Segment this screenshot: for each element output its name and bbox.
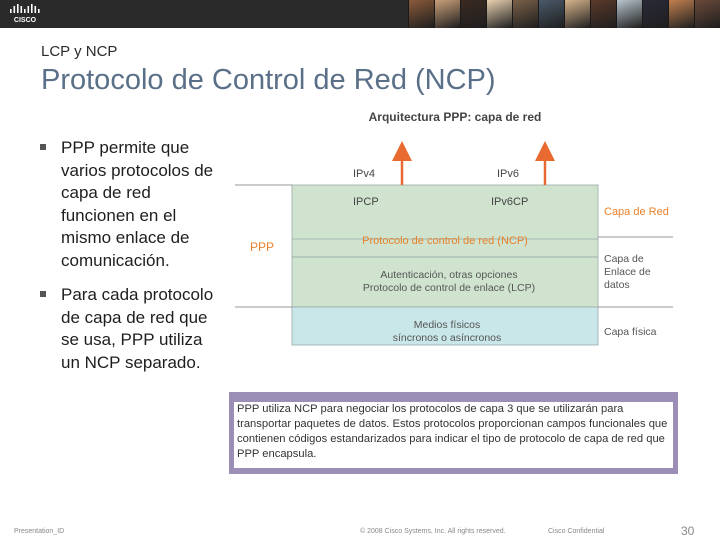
slide-subtitle: LCP y NCP <box>41 43 118 60</box>
page-number: 30 <box>681 524 695 538</box>
top-banner <box>0 0 720 28</box>
physical-line-2: síncronos o asíncronos <box>392 332 502 344</box>
banner-photo <box>408 0 434 28</box>
ipv6-label: IPv6 <box>497 168 520 180</box>
physical-layer-label: Capa física <box>604 326 657 338</box>
bullet-text: PPP permite que varios protocolos de capa de red funcionen en el mismo enlace de comunicación. <box>61 138 214 270</box>
diagram-title: Arquitectura PPP: capa de red <box>368 110 542 124</box>
cisco-logo-text: CISCO <box>13 17 37 24</box>
ppp-architecture-diagram <box>225 105 720 350</box>
footer-copyright: © 2008 Cisco Systems, Inc. All rights reserved. <box>360 528 506 535</box>
banner-photo <box>538 0 564 28</box>
banner-photo <box>642 0 668 28</box>
network-layer-label: Capa de Red <box>604 206 669 218</box>
ipv4-label: IPv4 <box>353 168 376 180</box>
link-layer-label-3: datos <box>604 279 630 291</box>
lcp-line-2: Protocolo de control de enlace (LCP) <box>362 282 536 294</box>
cisco-logo <box>8 3 44 25</box>
ncp-note-text: PPP utiliza NCP para negociar los protocolos de capa 3 que se utilizarán para transportar paquetes de datos. Estos protocolos proporcionan campos funcionales que contienen códigos estandarizados para indicar el tipo de protocolo de capa de red que PPP encapsula. <box>234 402 673 468</box>
banner-photo-strip <box>408 0 720 28</box>
lcp-line-1: Autenticación, otras opciones <box>380 269 518 281</box>
footer-confidential: Cisco Confidential <box>548 528 605 535</box>
bullet-square-icon <box>40 144 46 150</box>
banner-photo <box>590 0 616 28</box>
bullet-text: Para cada protocolo de capa de red que se usa, PPP utiliza un NCP separado. <box>61 285 214 372</box>
ipcp-label: IPCP <box>353 196 379 208</box>
link-layer-label-2: Enlace de <box>604 266 651 278</box>
banner-photo <box>512 0 538 28</box>
footer-presentation-id: Presentation_ID <box>14 528 65 535</box>
ncp-label: Protocolo de control de red (NCP) <box>362 235 528 247</box>
banner-photo <box>616 0 642 28</box>
slide-title: Protocolo de Control de Red (NCP) <box>41 64 496 96</box>
bullet-item <box>40 284 225 374</box>
ncp-note-box <box>229 392 678 474</box>
bullet-item <box>40 137 225 272</box>
banner-photo <box>668 0 694 28</box>
banner-photo <box>486 0 512 28</box>
banner-photo <box>694 0 720 28</box>
ppp-label: PPP <box>250 240 275 254</box>
link-layer-label-1: Capa de <box>604 253 644 265</box>
bullet-square-icon <box>40 291 46 297</box>
ipv6cp-label: IPv6CP <box>491 196 529 208</box>
banner-photo <box>460 0 486 28</box>
physical-line-1: Medios físicos <box>413 319 481 331</box>
banner-photo <box>564 0 590 28</box>
banner-photo <box>434 0 460 28</box>
